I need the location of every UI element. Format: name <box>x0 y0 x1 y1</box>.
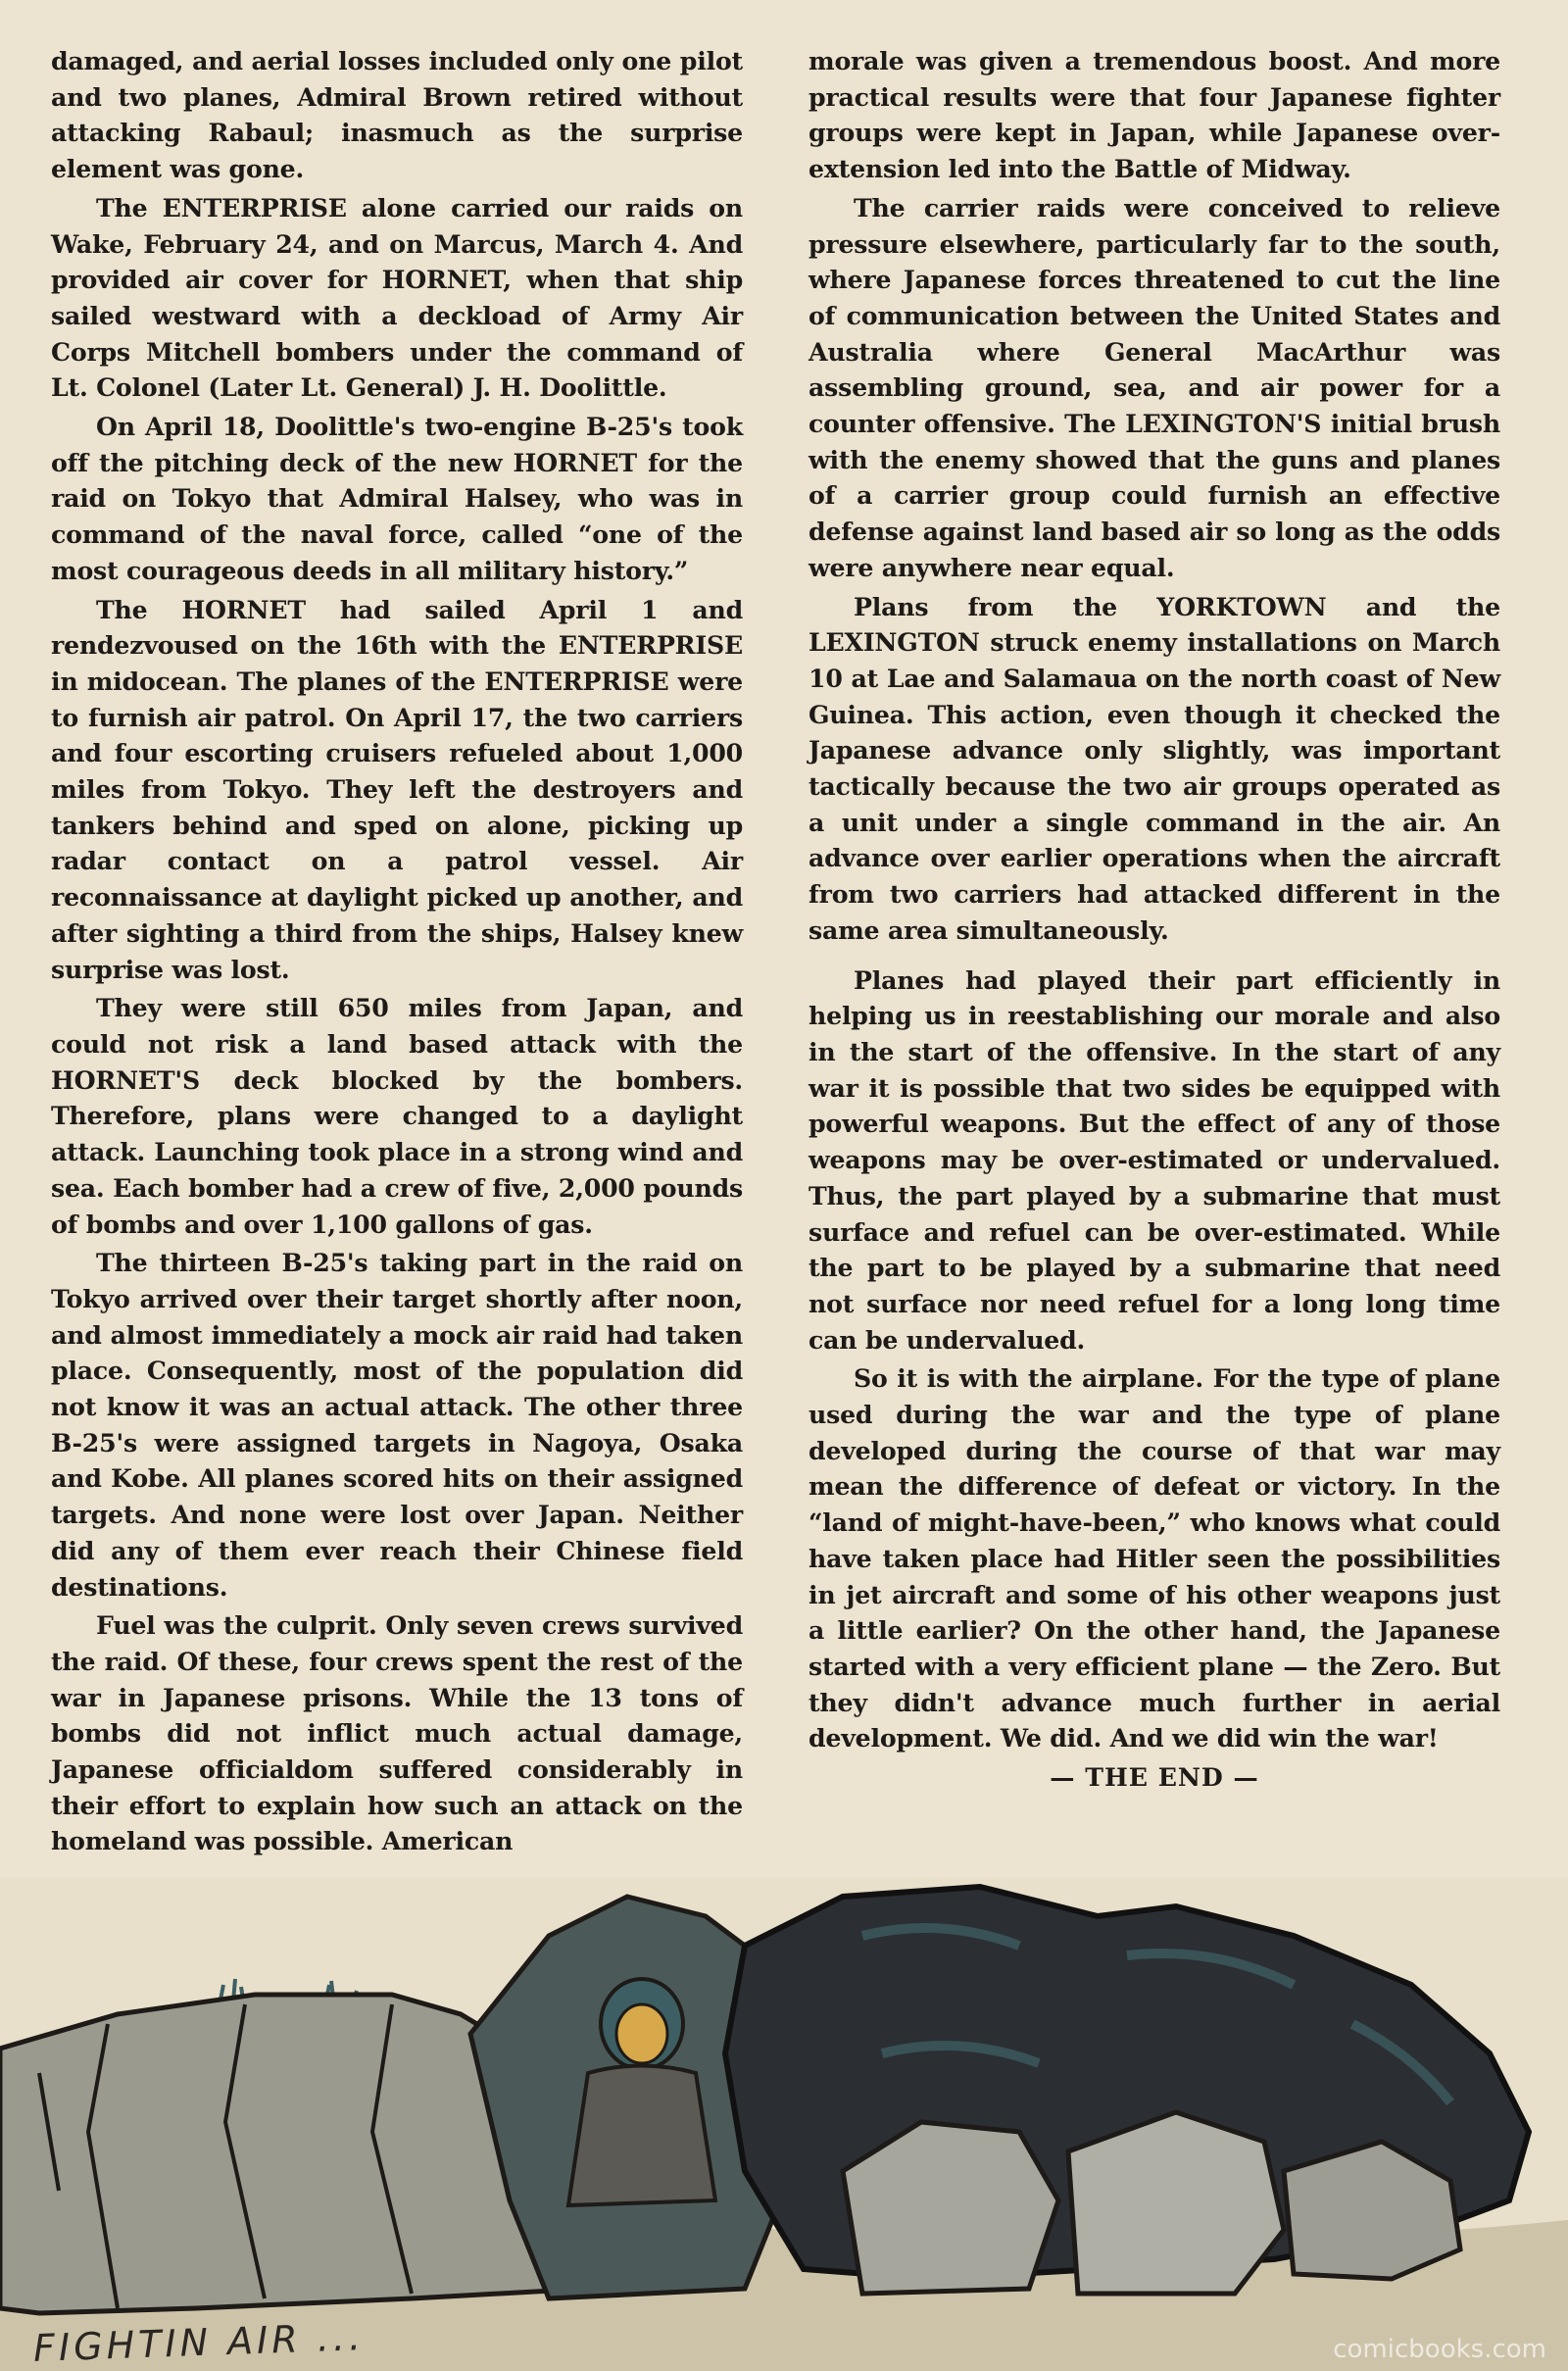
watermark-text: comicbooks.com <box>1333 2335 1546 2364</box>
right-column-paragraph: So it is with the airplane. For the type of plane used during the war and the type of plane developed during the course of that war may mean the difference of defeat or victory. In the “land of might-have-been,” who knows what could have taken place had Hitler seen the possibilities in jet aircraft and some of his other weapons just a little earlier? On the other hand, the Japanese started with a very efficient plane — the Zero. But they didn't advance much further in aerial development. We did. And we did win the war! <box>808 1363 1500 1754</box>
cliff-scene-illustration <box>0 1877 1568 2371</box>
left-column-paragraph: damaged, and aerial losses included only one pilot and two planes, Admiral Brown retired without attacking Rabaul; inasmuch as the surprise element was gone. <box>51 46 743 184</box>
illustration-panel <box>0 1877 1568 2371</box>
left-column-paragraph: Fuel was the culprit. Only seven crews survived the raid. Of these, four crews spent the rest of the war in Japanese prisons. While the 13 tons of bombs did not inflict much actual damage, Japanese officialdom suffered considerably in their effort to explain how such an attack on the homeland was possible. American <box>51 1610 743 1856</box>
left-text-column <box>51 43 743 1862</box>
right-column-paragraph: morale was given a tremendous boost. And more practical results were that four Japanese fighter groups were kept in Japan, while Japanese over-extension led into the Battle of Midway. <box>808 46 1500 184</box>
right-text-column <box>808 43 1500 1799</box>
right-column-paragraph: The carrier raids were conceived to relieve pressure elsewhere, particularly far to the south, where Japanese forces threatened to cut the line of communication between the United States and Australia where General MacArthur was assembling ground, sea, and air power for a counter offensive. The LEXINGTON'S initial brush with the enemy showed that the guns and planes of a carrier group could furnish an effective defense against land based air so long as the odds were anywhere near equal. <box>808 192 1500 582</box>
left-column-paragraph: The HORNET had sailed April 1 and rendezvoused on the 16th with the ENTERPRISE in midocean. The planes of the ENTERPRISE were to furnish air patrol. On April 17, the two carriers and four escorting cruisers refueled about 1,000 miles from Tokyo. They left the destroyers and tankers behind and sped on alone, picking up radar contact on a patrol vessel. Air reconnaissance at daylight picked up another, and after sighting a third from the ships, Halsey knew surprise was lost. <box>51 594 743 984</box>
the-end-label: — THE END — <box>1050 1762 1259 1793</box>
handwritten-signature: FIGHTIN AIR ... <box>32 2315 366 2370</box>
left-column-paragraph: On April 18, Doolittle's two-engine B-25's took off the pitching deck of the new HORNET for the raid on Tokyo that Admiral Halsey, who was in command of the naval force, called “one of the most courageous deeds in all military history.” <box>51 412 743 585</box>
right-column-paragraph: Planes had played their part efficiently in helping us in reestablishing our morale and also in the start of the offensive. In the start of any war it is possible that two sides be equipped with powerful weapons. But the effect of any of those weapons may be over-estimated or undervalued. Thus, the part played by a submarine that must surface and refuel can be over-estimated. While the part to be played by a submarine that need not surface nor need refuel for a long long time can be undervalued. <box>808 964 1500 1355</box>
left-column-paragraph: The ENTERPRISE alone carried our raids on Wake, February 24, and on Marcus, March 4. And provided air cover for HORNET, when that ship sailed westward with a deckload of Army Air Corps Mitchell bombers under the command of Lt. Colonel (Later Lt. General) J. H. Doolittle. <box>51 192 743 403</box>
right-column-paragraph: Plans from the YORKTOWN and the LEXINGTON struck enemy installations on March 10 at Lae and Salamaua on the north coast of New Guinea. This action, even though it checked the Japanese advance only slightly, was important tactically because the two air groups operated as a unit under a single command in the air. An advance over earlier operations when the aircraft from two carriers had attacked different in the same area simultaneously. <box>808 591 1500 945</box>
figure-face <box>616 2004 667 2063</box>
left-column-paragraph: They were still 650 miles from Japan, and could not risk a land based attack with the HORNET'S deck blocked by the bombers. Therefore, plans were changed to a daylight attack. Launching took place in a strong wind and sea. Each bomber had a crew of five, 2,000 pounds of bombs and over 1,100 gallons of gas. <box>51 993 743 1239</box>
light-rock-2 <box>1068 2112 1284 2294</box>
left-column-paragraph: The thirteen B-25's taking part in the raid on Tokyo arrived over their target shortly after noon, and almost immediately a mock air raid had taken place. Consequently, most of the population did not know it was an actual attack. The other three B-25's were assigned targets in Nagoya, Osaka and Kobe. All planes scored hits on their assigned targets. And none were lost over Japan. Neither did any of them ever reach their Chinese field destinations. <box>51 1248 743 1602</box>
figure-body <box>568 2066 715 2206</box>
